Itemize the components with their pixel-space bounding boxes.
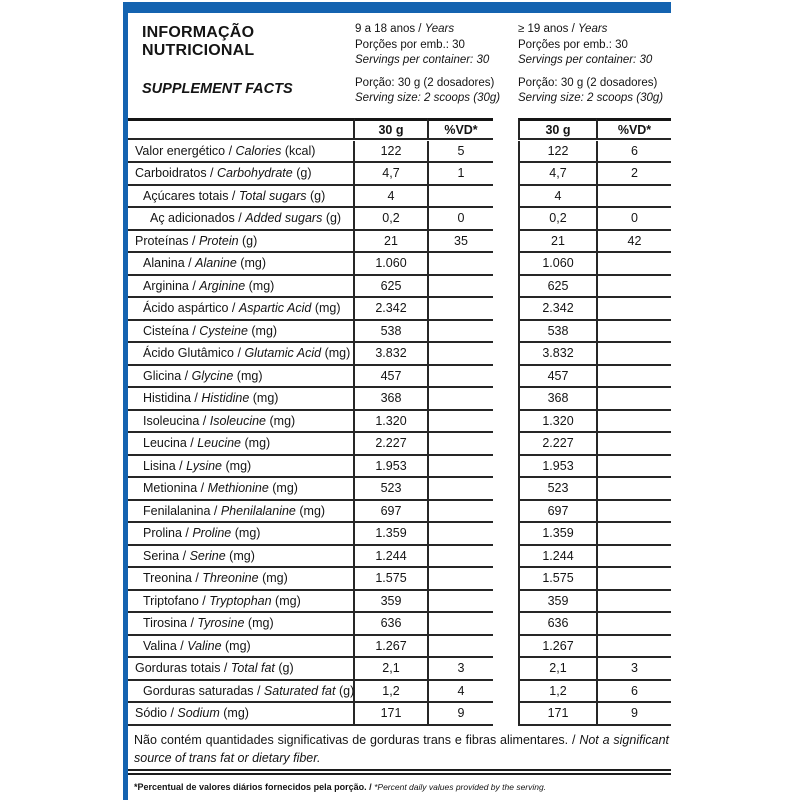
nutrient-row-label [128,208,355,231]
nutrient-row-label [128,478,355,501]
column-gap [493,321,518,344]
nutrient-unit: (mg) [295,503,326,518]
amount-value-group1: 1.267 [355,636,427,659]
nutrient-name-pt: Leucina / [143,436,198,451]
nutrient-name-en: Aspartic Acid [238,301,312,316]
nutrient-unit: (mg) [268,481,298,496]
nutrient-name-en: Glutamic Acid [244,346,322,361]
nutrient-label-text [150,211,341,225]
amount-value-group1: 171 [355,703,427,726]
servings-per-container-en: Servings per container: 30 [355,54,490,66]
nutrient-name-en: Alanine [195,256,237,271]
dv-value-group2 [596,186,671,209]
amount-value-group2: 636 [518,613,596,636]
serving-info-group2 [518,22,683,107]
amount-value-group1: 1.359 [355,523,427,546]
nutrient-name-en: Tryptophan [209,593,272,608]
amount-value-group1: 697 [355,501,427,524]
amount-value-group1: 1.060 [355,253,427,276]
nutrient-name-en: Proline [192,526,232,541]
nutrient-unit: (kcal) [281,143,316,158]
nutrient-name-pt: Isoleucina / [143,413,210,428]
nutrient-label-text [143,616,274,630]
nutrient-label-text [143,549,255,563]
nutrient-label-text [143,684,354,698]
amount-value-group2: 3.832 [518,343,596,366]
nutrient-name-en: Saturated fat [263,683,336,698]
nutrient-name-en: Lysine [186,458,223,473]
column-gap [493,568,518,591]
nutrient-name-pt: Carboidratos / [135,166,217,181]
nutrient-row-label [128,703,355,726]
servings-per-container-pt: Porções por emb.: 30 [518,38,628,51]
nutrient-unit: (mg) [266,413,296,428]
amount-value-group1: 122 [355,141,427,164]
dv-value-group1 [427,411,493,434]
amount-value-group2: 697 [518,501,596,524]
nutrient-label-text [135,706,249,720]
nutrient-unit: (mg) [244,616,274,631]
column-gap [493,546,518,569]
nutrient-unit: (g) [306,188,326,203]
amount-value-group2: 1.320 [518,411,596,434]
column-gap [493,276,518,299]
column-gap [493,366,518,389]
amount-value-group2: 1,2 [518,681,596,704]
nutrient-label-text [143,369,263,383]
servings-per-container-en: Servings per container: 30 [518,54,653,66]
amount-value-group2: 122 [518,141,596,164]
nutrient-unit: (mg) [271,593,301,608]
column-header-amount-group1: 30 g [355,118,427,140]
nutrient-unit: (mg) [321,346,351,361]
nutrient-name-en: Threonine [202,571,259,586]
age-range-pt: 9 a 18 anos / [355,23,425,35]
dv-value-group2 [596,388,671,411]
amount-value-group2: 0,2 [518,208,596,231]
dv-value-group1: 0 [427,208,493,231]
dv-value-group2: 3 [596,658,671,681]
nutrient-unit: (mg) [247,323,278,338]
dv-value-group1 [427,186,493,209]
column-header-amount-group2: 30 g [518,118,596,140]
nutrient-unit: (mg) [311,301,341,316]
nutrient-label-text [143,279,274,293]
amount-value-group1: 4,7 [355,163,427,186]
nutrient-name-en: Valine [187,638,222,653]
amount-value-group1: 4 [355,186,427,209]
nutrient-row-label [128,523,355,546]
amount-value-group1: 636 [355,613,427,636]
nutrient-name-en: Phenilalanine [220,503,296,518]
nutrient-name-pt: Treonina / [143,571,203,586]
dv-value-group1 [427,568,493,591]
dv-value-group2 [596,411,671,434]
nutrient-row-label [128,343,355,366]
nutrient-label-text [143,504,325,518]
amount-value-group2: 1.060 [518,253,596,276]
nutrient-label-text [143,526,260,540]
daily-values-footnote [128,775,671,792]
amount-value-group2: 1.244 [518,546,596,569]
column-gap [493,163,518,186]
column-gap [493,591,518,614]
nutrient-name-pt: Triptofano / [143,593,210,608]
nutrient-label-text [143,436,270,450]
nutrient-unit: (mg) [219,706,249,721]
amount-value-group1: 1.244 [355,546,427,569]
dv-value-group2 [596,433,671,456]
amount-value-group2: 538 [518,321,596,344]
nutrient-row-label [128,591,355,614]
amount-value-group1: 21 [355,231,427,254]
amount-value-group2: 523 [518,478,596,501]
dv-value-group2 [596,523,671,546]
nutrient-row-label [128,321,355,344]
nutrient-unit: (mg) [249,391,279,406]
amount-value-group1: 2,1 [355,658,427,681]
amount-value-group1: 3.832 [355,343,427,366]
nutrient-unit: (mg) [245,278,275,293]
nutrient-unit: (mg) [222,458,252,473]
nutrient-name-pt: Tirosina / [143,616,198,631]
nutrient-unit: (g) [292,166,312,181]
nutrient-row-label [128,456,355,479]
nutrient-label-text [143,256,266,270]
label-title-line2: NUTRICIONAL [142,42,255,59]
age-range-en: Years [424,23,455,35]
amount-value-group1: 523 [355,478,427,501]
nutrient-name-pt: Ácido Glutâmico / [143,346,245,361]
nutrient-label-text [143,639,251,653]
column-gap [493,118,518,141]
dv-value-group2: 6 [596,681,671,704]
column-gap [493,681,518,704]
column-gap [493,636,518,659]
dv-value-group1: 1 [427,163,493,186]
dv-value-group2 [596,546,671,569]
column-gap [493,411,518,434]
dv-value-group1: 9 [427,703,493,726]
nutrient-name-en: Carbohydrate [216,166,293,181]
label-subtitle: SUPPLEMENT FACTS [142,81,293,97]
nutrient-row-label [128,186,355,209]
column-gap [493,141,518,164]
amount-value-group1: 2.227 [355,433,427,456]
nutrient-unit: (g) [274,661,294,676]
dv-value-group2: 0 [596,208,671,231]
nutrient-row-label [128,411,355,434]
dv-value-group1 [427,501,493,524]
dv-value-group2 [596,591,671,614]
nutrient-row-label [128,658,355,681]
amount-value-group1: 457 [355,366,427,389]
dv-value-group2 [596,501,671,524]
footnote-pt: *Percentual de valores diários fornecidos pela porção. / [134,781,375,792]
column-gap [493,231,518,254]
nutrient-name-pt: Fenilalanina / [143,503,221,518]
nutrient-row-label [128,253,355,276]
nutrient-label-text [135,144,315,158]
label-title-line1: INFORMAÇÃO [142,24,255,41]
nutrient-label-text [143,414,295,428]
nutrient-name-en: Sodium [177,706,220,721]
nutrient-unit: (g) [335,683,355,698]
nutrient-unit: (mg) [231,526,261,541]
nutrient-name-pt: Proteínas / [135,233,199,248]
nutrient-name-pt: Histidina / [143,391,202,406]
nutrient-name-pt: Arginina / [143,278,200,293]
dv-value-group1 [427,343,493,366]
dv-value-group1 [427,636,493,659]
amount-value-group2: 1.575 [518,568,596,591]
column-gap [493,208,518,231]
nutrient-label-text [143,571,288,585]
nutrient-name-pt: Valina / [143,638,188,653]
top-accent-bar [128,2,671,13]
amount-value-group2: 2.227 [518,433,596,456]
amount-value-group2: 4,7 [518,163,596,186]
amount-value-group2: 368 [518,388,596,411]
nutrient-label-text [135,661,294,675]
nutrient-unit: (mg) [258,571,288,586]
nutrient-name-en: Methionine [207,481,269,496]
label-title [142,24,254,60]
nutrient-name-pt: Valor energético / [135,143,236,158]
amount-value-group1: 1.575 [355,568,427,591]
column-gap [493,433,518,456]
dv-value-group2 [596,253,671,276]
nutrient-row-label [128,433,355,456]
no-significant-amounts-note [128,726,671,769]
nutrient-name-pt: Cisteína / [143,323,200,338]
note-en: Not a significant source of trans fat or dietary fiber. [134,732,669,765]
nutrient-unit: (g) [238,233,258,248]
nutrient-row-label [128,636,355,659]
column-gap [493,456,518,479]
nutrient-label-text [143,481,298,495]
dv-value-group1 [427,366,493,389]
dv-value-group1 [427,276,493,299]
dv-value-group2 [596,321,671,344]
nutrition-label-panel [123,2,671,800]
column-gap [493,253,518,276]
nutrient-name-en: Tyrosine [197,616,245,631]
nutrient-name-pt: Metionina / [143,481,208,496]
nutrient-name-en: Added sugars [245,211,323,226]
column-gap [493,388,518,411]
nutrient-row-label [128,501,355,524]
column-gap [493,523,518,546]
dv-value-group2 [596,456,671,479]
amount-value-group2: 359 [518,591,596,614]
nutrient-name-en: Arginine [199,278,246,293]
amount-value-group1: 2.342 [355,298,427,321]
nutrient-name-pt: Ácido aspártico / [143,301,239,316]
amount-value-group1: 1,2 [355,681,427,704]
column-header-dv-group1: %VD* [427,118,493,140]
nutrient-row-label [128,546,355,569]
nutrient-name-pt: Açúcares totais / [143,188,239,203]
dv-value-group2 [596,478,671,501]
column-gap [493,703,518,726]
amount-value-group2: 171 [518,703,596,726]
nutrient-name-pt: Gorduras saturadas / [143,683,264,698]
dv-value-group1 [427,478,493,501]
nutrient-row-label [128,163,355,186]
nutrient-label-text [135,234,257,248]
dv-value-group1 [427,523,493,546]
nutrient-label-text [143,594,301,608]
serving-size-en: Serving size: 2 scoops (30g) [518,92,664,104]
nutrient-row-label [128,388,355,411]
dv-value-group2: 2 [596,163,671,186]
nutrient-name-en: Histidine [201,391,250,406]
dv-value-group2 [596,613,671,636]
dv-value-group2 [596,568,671,591]
nutrient-name-en: Total sugars [238,188,307,203]
nutrient-name-en: Leucine [197,436,242,451]
column-gap [493,298,518,321]
dv-value-group1 [427,298,493,321]
dv-value-group1: 4 [427,681,493,704]
age-range-group2 [518,22,683,38]
nutrient-row-label [128,231,355,254]
amount-value-group2: 21 [518,231,596,254]
amount-value-group1: 0,2 [355,208,427,231]
amount-value-group1: 538 [355,321,427,344]
nutrient-name-pt: Aç adicionados / [150,211,246,226]
column-gap [493,613,518,636]
dv-value-group2 [596,366,671,389]
column-gap [493,343,518,366]
nutrient-row-label [128,276,355,299]
dv-value-group1 [427,388,493,411]
nutrient-name-pt: Glicina / [143,368,192,383]
amount-value-group1: 1.953 [355,456,427,479]
dv-value-group1 [427,321,493,344]
nutrient-row-label [128,568,355,591]
dv-value-group2: 9 [596,703,671,726]
dv-value-group1: 3 [427,658,493,681]
serving-size-pt: Porção: 30 g (2 dosadores) [355,76,495,89]
label-header [128,13,671,118]
nutrient-label-text [143,189,325,203]
dv-value-group1 [427,456,493,479]
nutrient-name-pt: Lisina / [143,458,187,473]
dv-value-group1 [427,613,493,636]
age-range-group1 [355,22,520,38]
column-header-dv-group2: %VD* [596,118,671,140]
nutrient-label-text [143,324,277,338]
nutrient-unit: (g) [322,211,342,226]
nutrient-name-en: Calories [235,143,282,158]
note-pt: Não contém quantidades significativas de gorduras trans e fibras alimentares. / [134,732,580,747]
nutrient-label-text [143,346,350,360]
nutrient-name-pt: Prolina / [143,526,193,541]
dv-value-group2 [596,636,671,659]
nutrient-unit: (mg) [241,436,271,451]
serving-info-group1 [355,22,520,107]
age-range-en: Years [578,23,608,35]
dv-value-group1: 35 [427,231,493,254]
dv-value-group2: 42 [596,231,671,254]
amount-value-group1: 1.320 [355,411,427,434]
nutrient-label-text [143,391,278,405]
footnote-en: *Percent daily values provided by the serving. [374,781,547,792]
nutrient-label-text [135,166,311,180]
nutrient-row-label [128,613,355,636]
amount-value-group1: 359 [355,591,427,614]
amount-value-group2: 2,1 [518,658,596,681]
nutrient-unit: (mg) [225,548,255,563]
age-range-pt: ≥ 19 anos / [518,23,579,35]
nutrient-name-pt: Gorduras totais / [135,661,231,676]
column-gap [493,501,518,524]
nutrient-name-en: Serine [189,548,226,563]
nutrient-name-en: Isoleucine [209,413,267,428]
nutrient-row-label [128,366,355,389]
nutrient-row-label [128,141,355,164]
nutrient-name-en: Glycine [191,368,234,383]
amount-value-group2: 1.267 [518,636,596,659]
nutrient-name-en: Total fat [230,661,275,676]
nutrition-table [128,118,671,726]
nutrient-row-label [128,681,355,704]
serving-size-pt: Porção: 30 g (2 dosadores) [518,76,658,89]
amount-value-group2: 1.953 [518,456,596,479]
dv-value-group2 [596,298,671,321]
nutrient-unit: (mg) [221,638,251,653]
amount-value-group2: 625 [518,276,596,299]
amount-value-group2: 1.359 [518,523,596,546]
nutrient-unit: (mg) [236,256,266,271]
amount-value-group1: 368 [355,388,427,411]
amount-value-group1: 625 [355,276,427,299]
nutrient-name-en: Protein [198,233,239,248]
nutrient-name-pt: Sódio / [135,706,178,721]
nutrient-unit: (mg) [233,368,263,383]
dv-value-group2 [596,343,671,366]
dv-value-group2 [596,276,671,299]
dv-value-group1 [427,253,493,276]
column-gap [493,478,518,501]
nutrient-name-en: Cysteine [199,323,248,338]
dv-value-group1 [427,546,493,569]
serving-size-en: Serving size: 2 scoops (30g) [355,92,501,104]
nutrient-label-text [143,301,341,315]
dv-value-group1: 5 [427,141,493,164]
dv-value-group1 [427,591,493,614]
amount-value-group2: 4 [518,186,596,209]
column-gap [493,658,518,681]
nutrient-label-text [143,459,251,473]
dv-value-group1 [427,433,493,456]
nutrient-name-pt: Alanina / [143,256,196,271]
dv-value-group2: 6 [596,141,671,164]
amount-value-group2: 2.342 [518,298,596,321]
amount-value-group2: 457 [518,366,596,389]
nutrient-row-label [128,298,355,321]
servings-per-container-pt: Porções por emb.: 30 [355,38,465,51]
column-gap [493,186,518,209]
nutrient-name-pt: Serina / [143,548,190,563]
column-header-empty [128,118,355,140]
